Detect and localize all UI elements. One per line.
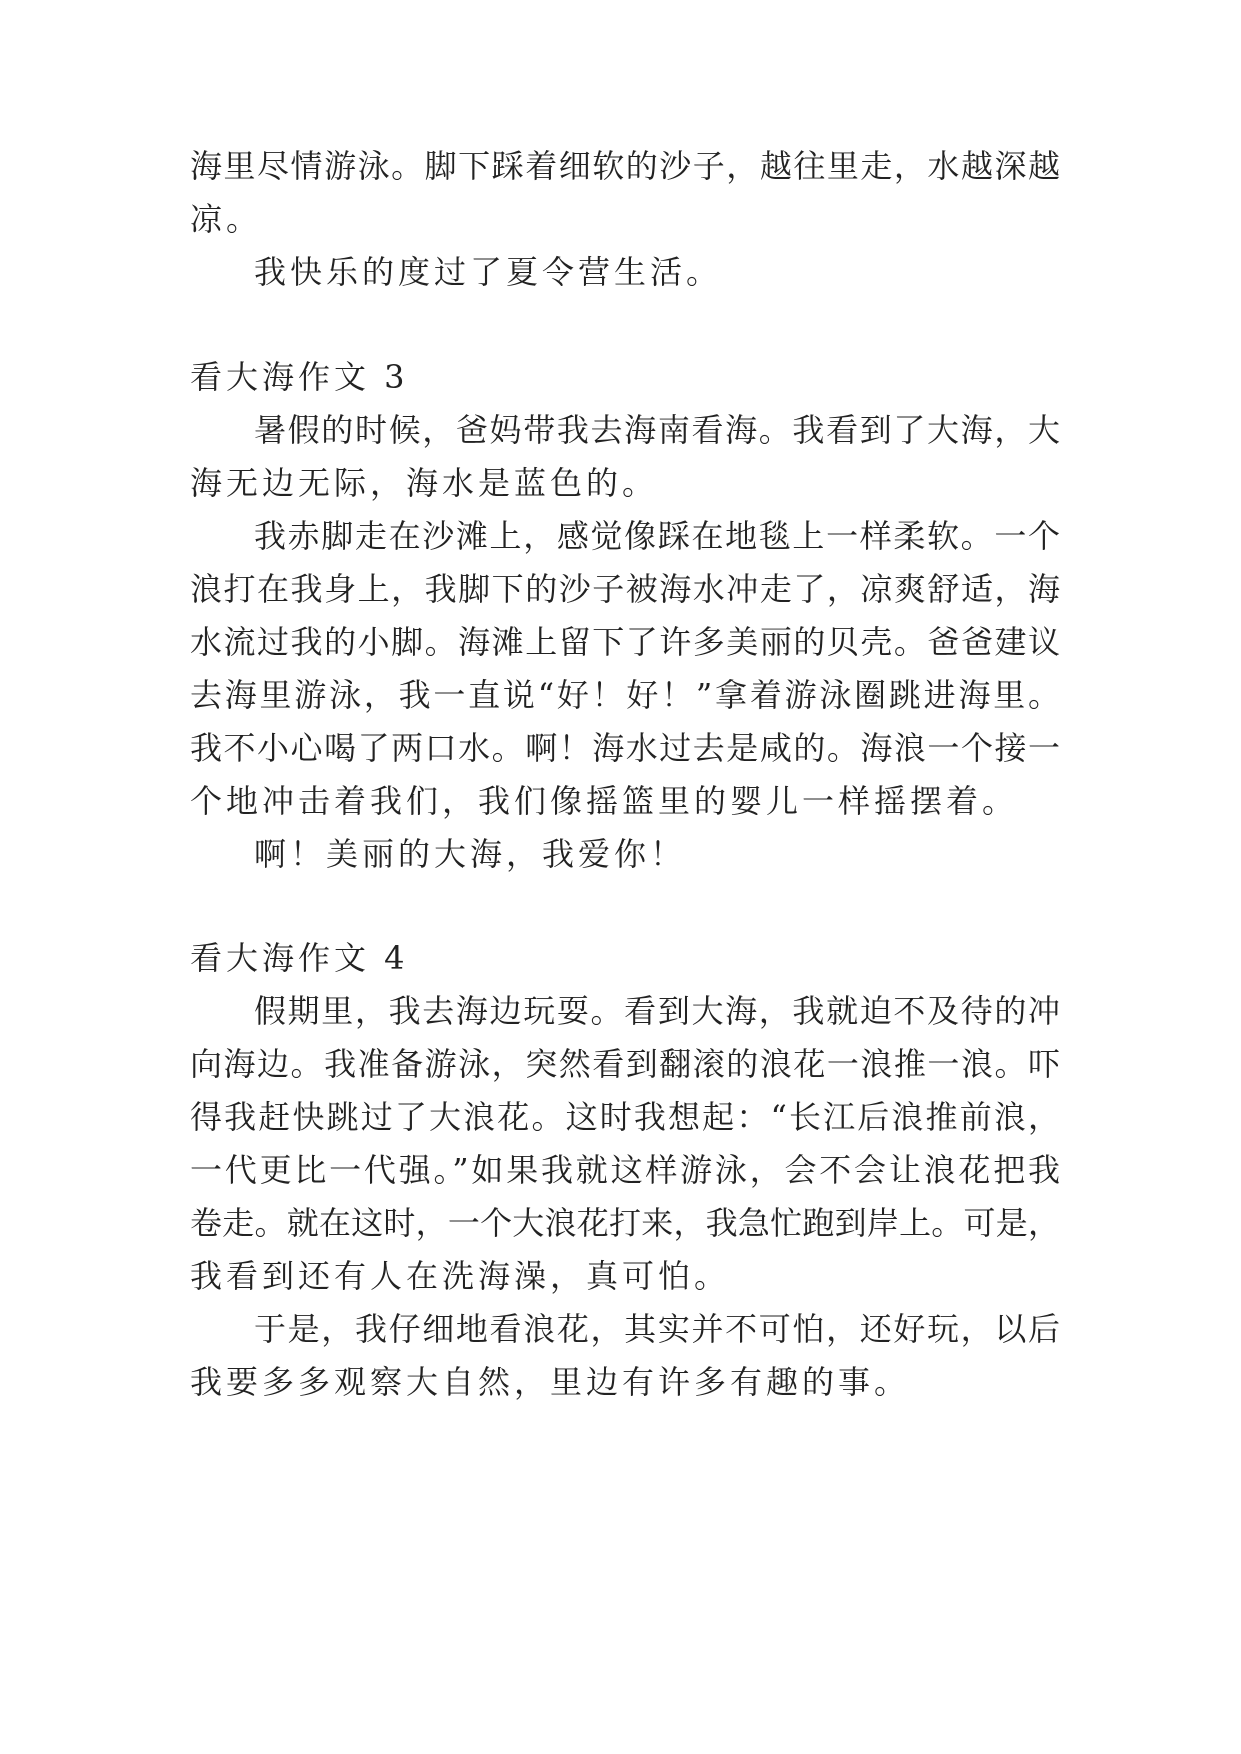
text-line: 浪打在我身上，我脚下的沙子被海水冲走了，凉爽舒适，海	[190, 570, 1060, 608]
paragraph: 啊！美丽的大海，我爱你！	[254, 835, 687, 873]
text-line: 我赤脚走在沙滩上，感觉像踩在地毯上一样柔软。一个	[254, 517, 1060, 555]
paragraph: 我快乐的度过了夏令营生活。	[254, 253, 723, 291]
text-line: 向海边。我准备游泳，突然看到翻滚的浪花一浪推一浪。吓	[190, 1045, 1060, 1083]
text-line: 一代更比一代强。”如果我就这样游泳，会不会让浪花把我	[190, 1151, 1060, 1189]
essay-4-title: 看大海作文 4	[190, 939, 409, 977]
text-line: 我看到还有人在洗海澡，真可怕。	[190, 1257, 731, 1295]
essay-3-title: 看大海作文 3	[190, 358, 409, 396]
text-line: 假期里，我去海边玩耍。看到大海，我就迫不及待的冲	[254, 992, 1060, 1030]
text-line: 海无边无际，海水是蓝色的。	[190, 464, 659, 502]
text-line: 凉。	[190, 200, 263, 238]
text-line: 于是，我仔细地看浪花，其实并不可怕，还好玩，以后	[254, 1310, 1060, 1348]
text-line: 海里尽情游泳。脚下踩着细软的沙子，越往里走，水越深越	[190, 147, 1060, 185]
text-line: 暑假的时候，爸妈带我去海南看海。我看到了大海，大	[254, 411, 1060, 449]
text-line: 个地冲击着我们，我们像摇篮里的婴儿一样摇摆着。	[190, 782, 1019, 820]
text-line: 我不小心喝了两口水。啊！海水过去是咸的。海浪一个接一	[190, 729, 1060, 767]
text-line: 得我赶快跳过了大浪花。这时我想起：“长江后浪推前浪，	[190, 1098, 1060, 1136]
text-line: 卷走。就在这时，一个大浪花打来，我急忙跑到岸上。可是，	[190, 1204, 1060, 1242]
text-line: 水流过我的小脚。海滩上留下了许多美丽的贝壳。爸爸建议	[190, 623, 1060, 661]
text-line: 去海里游泳，我一直说“好！好！”拿着游泳圈跳进海里。	[190, 676, 1060, 714]
text-line: 我要多多观察大自然，里边有许多有趣的事。	[190, 1363, 911, 1401]
